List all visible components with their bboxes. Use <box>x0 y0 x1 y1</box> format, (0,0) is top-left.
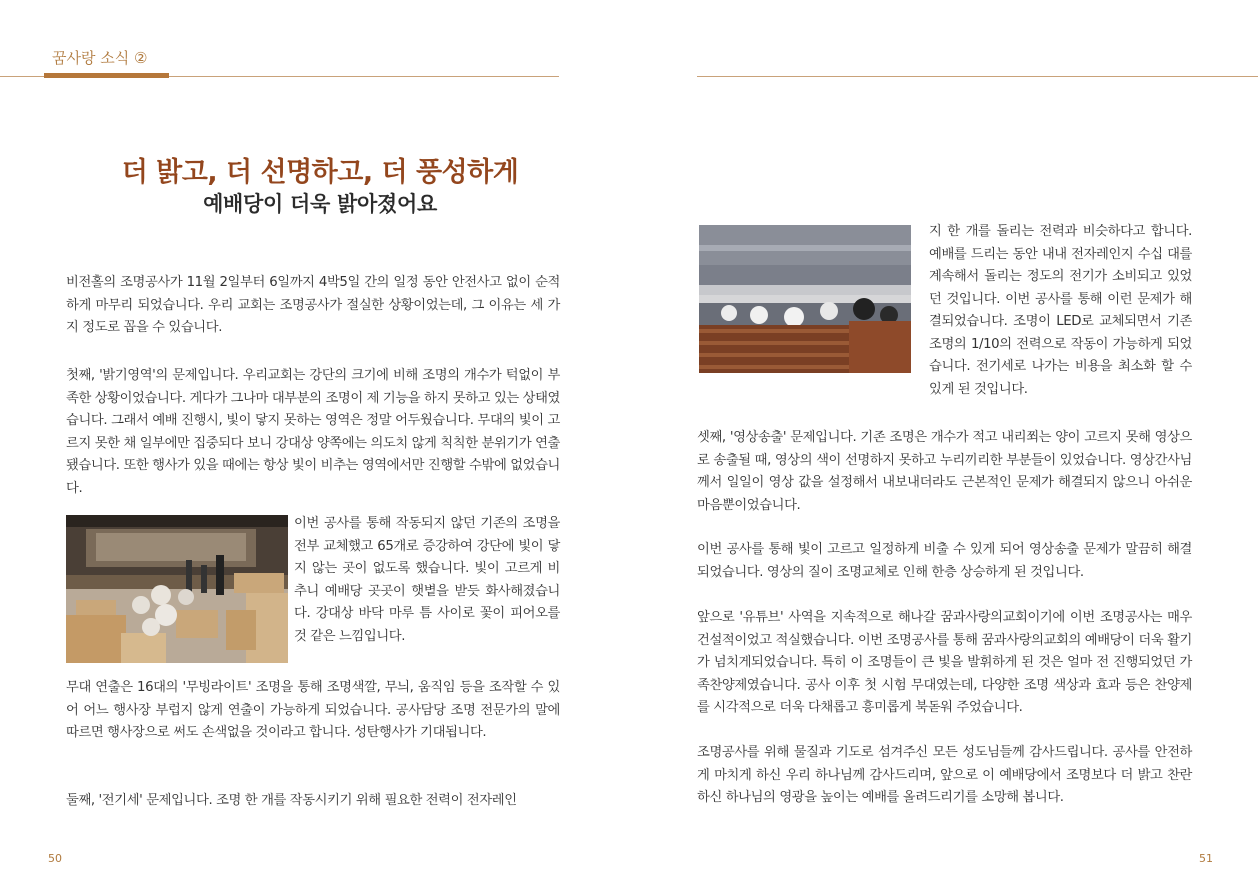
article-subtitle: 예배당이 더욱 밝아졌어요 <box>203 192 437 216</box>
paragraph-intro: 비전홀의 조명공사가 11월 2일부터 6일까지 4박5일 간의 일정 동안 안전사고 없이 순적하게 마무리 되었습니다. 우리 교회는 조명공사가 절실한 상황이었는데, 그 이유는 세 가지 정도로 꼽을 수 있습니다. <box>66 275 560 335</box>
paragraph-electricity-cont: 지 한 개를 돌리는 전력과 비슷하다고 합니다. 예배를 드리는 동안 내내 전자레인지 수십 대를 계속해서 돌리는 정도의 전기가 소비되고 있었던 것입니다. 이번 공사를 통해 이런 문제가 해결되었습니다. 조명이 LED로 교체되면서 기존 조명의 1/10의 전력으로 작동이 가능하게 되었습니다. 전기세로 나가는 비용을 최소화 할 수 있게 된 것입니다. <box>929 224 1192 397</box>
article-title: 더 밝고, 더 선명하고, 더 풍성하게 <box>121 157 519 188</box>
paragraph-electricity-start: 둘째, '전기세' 문제입니다. 조명 한 개를 작동시키기 위해 필요한 전력이 전자레인 <box>66 793 517 808</box>
photo-stage-construction <box>66 515 288 663</box>
paragraph-replacement: 이번 공사를 통해 작동되지 않던 기존의 조명을 전부 교체했고 65개로 증강하여 강단에 빛이 닿지 않는 곳이 없도록 했습니다. 빛이 고르게 비추니 예배당 곳곳이 햇볕을 받듯 화사해졌습니다. 강대상 바닥 마루 틈 사이로 꽃이 피어오를 것 같은 느낌입니다. <box>294 516 560 644</box>
section-label: 꿈사랑 소식 ② <box>52 49 148 67</box>
paragraph-video-solved: 이번 공사를 통해 빛이 고르고 일정하게 비출 수 있게 되어 영상송출 문제가 말끔히 해결되었습니다. 영상의 질이 조명교체로 인해 한층 상승하게 된 것입니다. <box>697 542 1192 580</box>
photo-auditorium-lights <box>699 225 911 373</box>
paragraph-video: 셋째, '영상송출' 문제입니다. 기존 조명은 개수가 적고 내리쬐는 양이 고르지 못해 영상으로 송출될 때, 영상의 색이 선명하지 못하고 누리끼리한 부분들이 있었습니다. 영상간사님께서 일일이 영상 값을 설정해서 내보내더라도 근본적인 문제가 해결되지 않으니 아쉬운 마음뿐이었습니다. <box>697 430 1192 513</box>
page-number-left: 50 <box>48 852 62 865</box>
stage-construction-illustration <box>66 515 288 663</box>
auditorium-lights-illustration <box>699 225 911 373</box>
paragraph-youtube: 앞으로 '유튜브' 사역을 지속적으로 해나갈 꿈과사랑의교회이기에 이번 조명공사는 매우 건설적이었고 적실했습니다. 이번 조명공사를 통해 꿈과사랑의교회의 예배당이 더욱 활기가 넘치게되었습니다. 특히 이 조명들이 큰 빛을 발휘하게 된 것은 얼마 전 진행되었던 가족찬양제였습니다. 공사 이후 첫 시험 무대였는데, 다양한 조명 색상과 효과 등은 찬양제를 시각적으로 더욱 다채롭고 흥미롭게 북돋워 주었습니다. <box>697 610 1192 715</box>
paragraph-brightness: 첫째, '밝기영역'의 문제입니다. 우리교회는 강단의 크기에 비해 조명의 개수가 턱없이 부족한 상황이었습니다. 게다가 그나마 대부분의 조명이 제 기능을 하지 못하고 있는 상태였습니다. 그래서 예배 진행시, 빛이 닿지 못하는 영역은 정말 어두웠습니다. 무대의 빛이 고르지 못한 채 일부에만 집중되다 보니 강대상 양쪽에는 의도치 않게 칙칙한 분위기가 연출됐습니다. 또한 행사가 있을 때에는 항상 빛이 비추는 영역에서만 진행할 수밖에 없었습니다. <box>66 368 560 496</box>
paragraph-thanks: 조명공사를 위해 물질과 기도로 섬겨주신 모든 성도님들께 감사드립니다. 공사를 안전하게 마치게 하신 우리 하나님께 감사드리며, 앞으로 이 예배당에서 조명보다 더 밝고 찬란하신 하나님의 영광을 높이는 예배를 올려드리기를 소망해 봅니다. <box>697 745 1192 805</box>
paragraph-moving-light: 무대 연출은 16대의 '무빙라이트' 조명을 통해 조명색깔, 무늬, 움직임 등을 조작할 수 있어 어느 행사장 부럽지 않게 연출이 가능하게 되었습니다. 공사담당 조명 전문가의 말에 따르면 행사장으로 써도 손색없을 것이라고 합니다. 성탄행사가 기대됩니다. <box>66 680 560 740</box>
header-rule-right <box>697 76 1258 77</box>
page-number-right: 51 <box>1199 852 1213 865</box>
header-rule-tab <box>44 73 169 78</box>
